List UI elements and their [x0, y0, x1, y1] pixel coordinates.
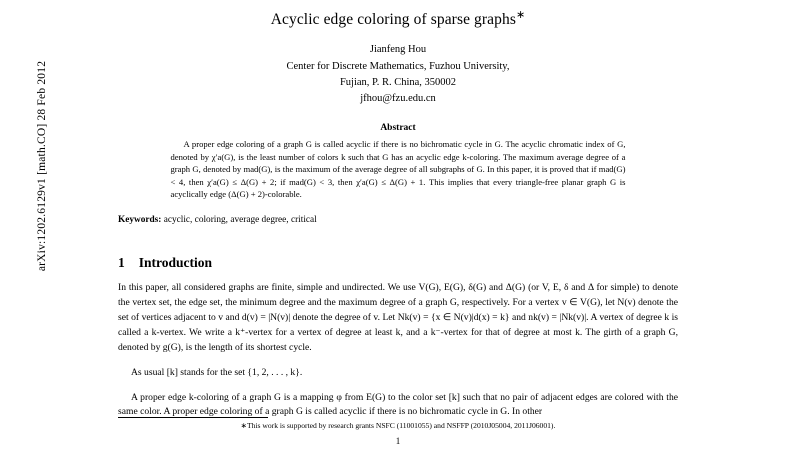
- page-title: [118, 8, 678, 29]
- abstract-heading: Abstract: [380, 123, 416, 134]
- title-text: Acyclic edge coloring of sparse graphs: [270, 11, 516, 29]
- author-email: jfhou@fzu.edu.cn: [360, 93, 436, 105]
- arxiv-identifier-stamp: arXiv:1202.6129v1 [math.CO] 28 Feb 2012: [36, 60, 48, 272]
- affiliation-line-1: Center for Discrete Mathematics, Fuzhou University,: [286, 61, 510, 73]
- page-number: 1: [395, 436, 401, 446]
- keywords-text: acyclic, coloring, average degree, critical: [163, 215, 317, 226]
- footnote-divider: [118, 417, 268, 418]
- section-title: Introduction: [138, 255, 213, 271]
- abstract-text: A proper edge coloring of a graph G is called acyclic if there is no bichromatic cycle in G. The acyclic chromatic index of G, denoted by χ′a(G), is the least number of colors k such that G has an acyclic edge k-coloring. The maximum average degree of a graph G, denoted by mad(G), is the maximum of the average degree of all subgraphs of G. In this paper, it is proved that if mad(G) < 4, then χ′a(G) ≤ Δ(G) + 2; if mad(G) < 3, then χ′a(G) ≤ Δ(G) + 1. This implies that every triangle-free planar graph G is acyclically edge (Δ(G) + 2)-colorable.: [170, 139, 626, 199]
- affiliation-line-2: Fujian, P. R. China, 350002: [339, 77, 457, 89]
- section-heading: [118, 255, 678, 271]
- keywords-label: Keywords:: [118, 215, 162, 226]
- section-number: 1: [118, 255, 125, 271]
- author-name: Jianfeng Hou: [369, 44, 427, 56]
- body-paragraph-2: As usual [k] stands for the set {1, 2, . . . , k}.: [131, 366, 303, 378]
- title-footnote-marker: ∗: [515, 9, 526, 21]
- keywords-line: [118, 214, 678, 227]
- footnote-text: ∗This work is supported by research grants NSFC (11001055) and NSFFP (2010J05004, 2011J06001).: [240, 421, 556, 430]
- paper-content: [118, 0, 678, 450]
- body-paragraph-3: A proper edge k-coloring of a graph G is a mapping φ from E(G) to the color set [k] such that no pair of adjacent edges are colored with the same color. A proper edge coloring of a graph G is called acyclic if there is no bichromatic cycle in G. In other: [118, 391, 678, 418]
- body-paragraph-1: In this paper, all considered graphs are finite, simple and undirected. We use V(G), E(G), δ(G) and Δ(G) (or V, E, δ and Δ for simple) to denote the vertex set, the edge set, the minimum degree and the maximum degree of a graph G, respectively. For a vertex v ∈ V(G), let N(v) denote the set of vertices adjacent to v and d(v) = |N(v)| denote the degree of v. Let Nk(v) = {x ∈ N(v)|d(x) = k} and nk(v) = |Nk(v)|. A vertex of degree k is called a k-vertex. We write a k⁺-vertex for a vertex of degree at least k, and a k⁻-vertex for that of degree at most k. The girth of a graph G, denoted by g(G), is the length of its shortest cycle.: [118, 282, 678, 353]
